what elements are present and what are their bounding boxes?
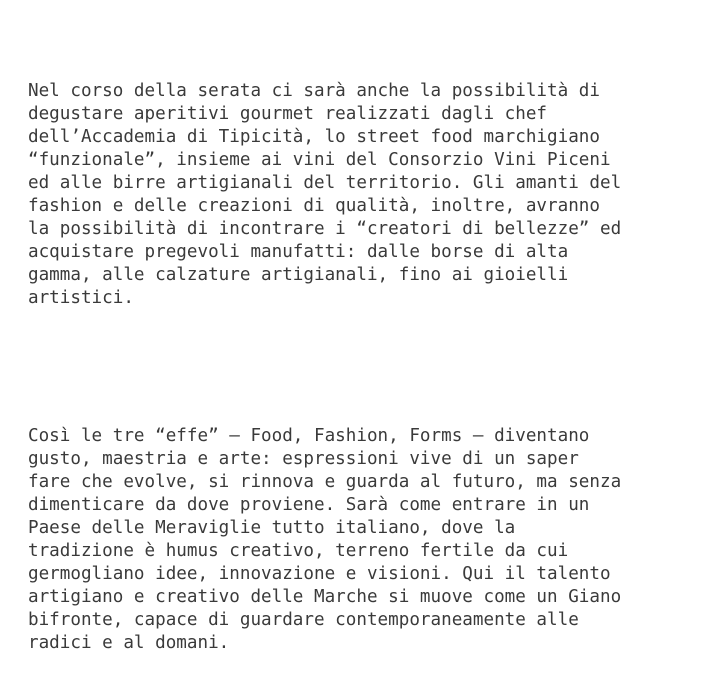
document-body	[28, 34, 696, 678]
text-line: acquistare pregevoli manufatti: dalle borse di alta	[28, 242, 569, 262]
text-line: gamma, alle calzature artigianali, fino ai gioielli	[28, 265, 569, 285]
text-line: Così le tre “effe” – Food, Fashion, Forms – diventano	[28, 426, 590, 446]
text-line: la possibilità di incontrare i “creatori di bellezze” ed	[28, 219, 622, 239]
text-line: fashion e delle creazioni di qualità, inoltre, avranno	[28, 196, 600, 216]
text-line: dimenticare da dove proviene. Sarà come entrare in un	[28, 495, 590, 515]
text-line: germogliano idee, innovazione e visioni. Qui il talento	[28, 564, 611, 584]
text-line: bifronte, capace di guardare contemporaneamente alle	[28, 610, 579, 630]
text-line: “funzionale”, insieme ai vini del Consorzio Vini Piceni	[28, 150, 611, 170]
text-line: artistici.	[28, 288, 134, 308]
text-line: degustare aperitivi gourmet realizzati dagli chef	[28, 104, 548, 124]
paragraph	[28, 425, 696, 655]
text-line: radici e al domani.	[28, 633, 230, 653]
text-line: artigiano e creativo delle Marche si muove come un Giano	[28, 587, 622, 607]
text-line: tradizione è humus creativo, terreno fertile da cui	[28, 541, 569, 561]
paragraph	[28, 80, 696, 310]
text-line: Nel corso della serata ci sarà anche la possibilità di	[28, 81, 600, 101]
text-line: dell’Accademia di Tipicità, lo street food marchigiano	[28, 127, 600, 147]
text-line: gusto, maestria e arte: espressioni vive di un saper	[28, 449, 579, 469]
text-line: ed alle birre artigianali del territorio. Gli amanti del	[28, 173, 622, 193]
text-line: fare che evolve, si rinnova e guarda al futuro, ma senza	[28, 472, 622, 492]
text-line: Paese delle Meraviglie tutto italiano, dove la	[28, 518, 516, 538]
